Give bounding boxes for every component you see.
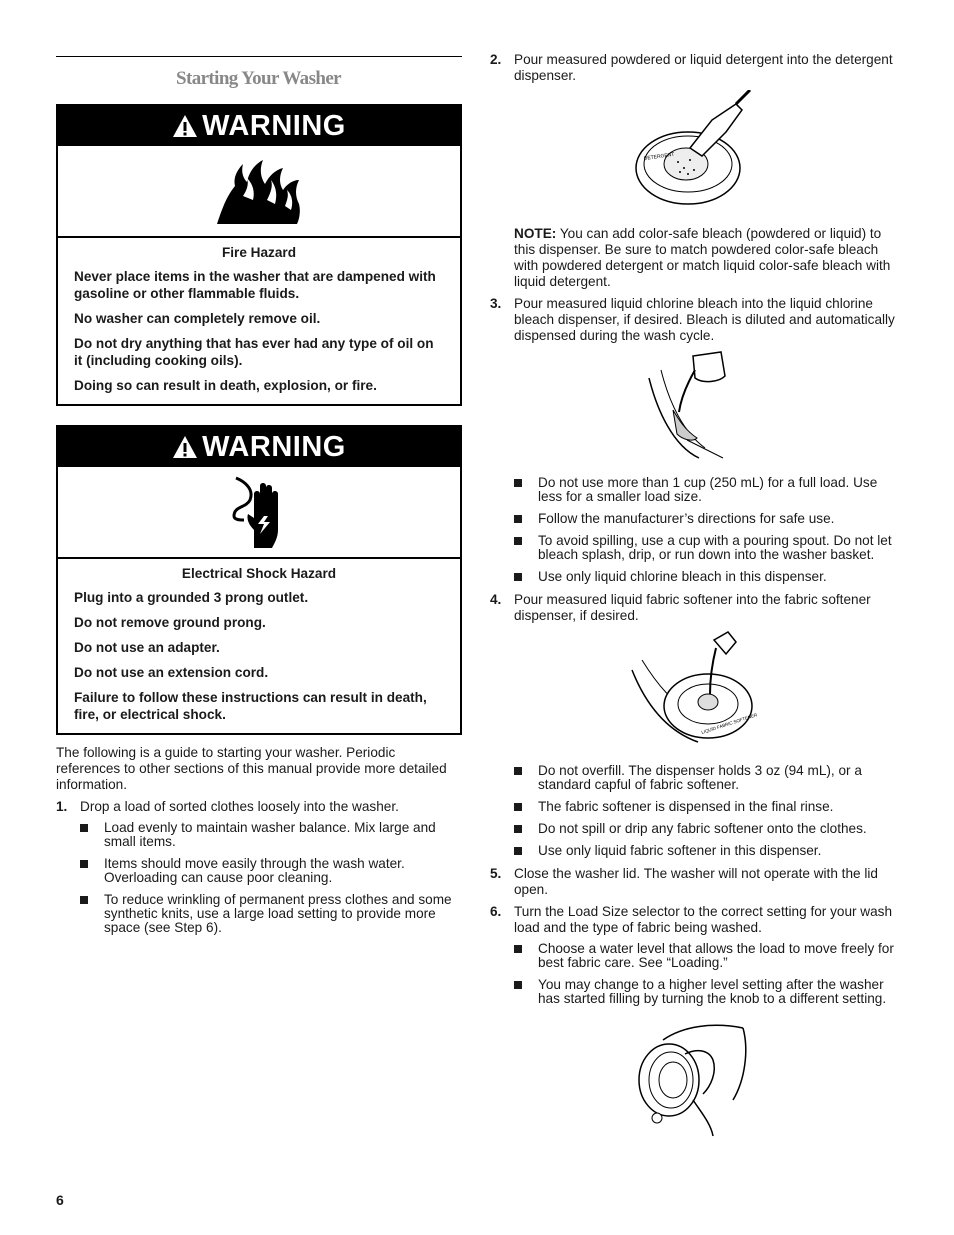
- bullet-item: Do not spill or drip any fabric softener onto the clothes.: [490, 822, 896, 836]
- step-number: 3.: [490, 296, 502, 311]
- warning-header: [58, 106, 460, 146]
- note-label: NOTE:: [514, 226, 557, 241]
- shock-warning-box: [56, 425, 462, 735]
- bullet-item: Follow the manufacturer’s directions for safe use.: [490, 512, 896, 526]
- bullet-item: You may change to a higher level setting after the washer has started filling by turning the knob to a different setting.: [490, 978, 896, 1006]
- warning-triangle-icon: [172, 114, 198, 138]
- step-5: [490, 866, 896, 898]
- bullet-item: Choose a water level that allows the load to move freely for best fabric care. See “Loading.”: [490, 942, 896, 970]
- bullet-item: Use only liquid chlorine bleach in this dispenser.: [490, 570, 896, 584]
- step-number: 2.: [490, 52, 502, 67]
- softener-label: LIQUID FABRIC SOFTENER: [700, 712, 758, 735]
- bullet-item: Use only liquid fabric softener in this dispenser.: [490, 844, 896, 858]
- step-1: [56, 799, 462, 815]
- step-text: Turn the Load Size selector to the correct setting for your wash load and the type of fabric being washed.: [514, 904, 893, 935]
- electrical-shock-hand-icon: [224, 474, 294, 550]
- bleach-dispenser-illustration: [643, 350, 743, 462]
- note-text: You can add color-safe bleach (powdered or liquid) to this dispenser. Be sure to match powdered color-safe bleach with powdered detergent or match liquid color-safe bleach with liquid detergent.: [514, 226, 891, 289]
- warning-line: No washer can completely remove oil.: [74, 311, 321, 326]
- warning-line: Do not use an adapter.: [74, 640, 220, 655]
- bullet-item: To avoid spilling, use a cup with a pouring spout. Do not let bleach splash, drip, or run down into the washer basket.: [490, 534, 896, 562]
- bullet-item: Do not overfill. The dispenser holds 3 oz (94 mL), or a standard capful of fabric softener.: [490, 764, 896, 792]
- section-rule: [56, 56, 462, 57]
- fire-warning-box: [56, 104, 462, 406]
- warning-line: Do not use an extension cord.: [74, 665, 269, 680]
- step-2: [490, 52, 896, 84]
- bullet-item: Items should move easily through the wash water. Overloading can cause poor cleaning.: [56, 857, 462, 885]
- detergent-dispenser-illustration: [628, 90, 758, 214]
- bullet-item: To reduce wrinkling of permanent press clothes and some synthetic knits, use a large load setting to provide more space (see Step 6).: [56, 893, 462, 935]
- step-number: 5.: [490, 866, 502, 881]
- step-text: Pour measured liquid fabric softener into the fabric softener dispenser, if desired.: [514, 592, 871, 623]
- step-number: 4.: [490, 592, 502, 607]
- detergent-label: DETERGENT: [643, 151, 675, 162]
- hazard-title: Electrical Shock Hazard: [181, 566, 337, 581]
- warning-line: Do not remove ground prong.: [74, 615, 266, 630]
- fabric-softener-dispenser-illustration: [628, 630, 758, 748]
- load-size-knob-illustration: [633, 1020, 753, 1138]
- step-6: [490, 904, 896, 936]
- warning-line: Never place items in the washer that are dampened with gasoline or other flammable fluids.: [74, 269, 436, 301]
- step-text: Pour measured liquid chlorine bleach into the liquid chlorine bleach dispenser, if desired. Bleach is diluted and automatically dispensed during the wash cycle.: [514, 296, 895, 343]
- warning-line: Doing so can result in death, explosion, or fire.: [74, 378, 377, 393]
- step-text: Pour measured powdered or liquid detergent into the detergent dispenser.: [514, 52, 893, 83]
- step-text: Close the washer lid. The washer will not operate with the lid open.: [514, 866, 878, 897]
- warning-triangle-icon: [172, 435, 198, 459]
- step-4: [490, 592, 896, 624]
- warning-line: Plug into a grounded 3 prong outlet.: [74, 590, 309, 605]
- step-3: [490, 296, 896, 344]
- warning-header: [58, 427, 460, 467]
- intro-paragraph: The following is a guide to starting your washer. Periodic references to other sections of this manual provide more detailed information.: [56, 745, 447, 792]
- step-number: 6.: [490, 904, 502, 919]
- bullet-item: The fabric softener is dispensed in the final rinse.: [490, 800, 896, 814]
- bullet-item: Load evenly to maintain washer balance. Mix large and small items.: [56, 821, 462, 849]
- page-number: 6: [56, 1192, 64, 1208]
- step-text: Drop a load of sorted clothes loosely into the washer.: [80, 799, 399, 814]
- warning-header-text: WARNING: [202, 430, 346, 463]
- hazard-title: Fire Hazard: [221, 245, 297, 260]
- warning-line: Failure to follow these instructions can result in death, fire, or electrical shock.: [74, 690, 427, 722]
- fire-icon: [213, 156, 305, 226]
- note: [490, 226, 896, 290]
- bullet-item: Do not use more than 1 cup (250 mL) for a full load. Use less for a smaller load size.: [490, 476, 896, 504]
- section-title: Starting Your Washer: [176, 68, 342, 89]
- warning-line: Do not dry anything that has ever had any type of oil on it (including cooking oils).: [74, 336, 434, 368]
- step-number: 1.: [56, 799, 68, 814]
- warning-header-text: WARNING: [202, 109, 346, 142]
